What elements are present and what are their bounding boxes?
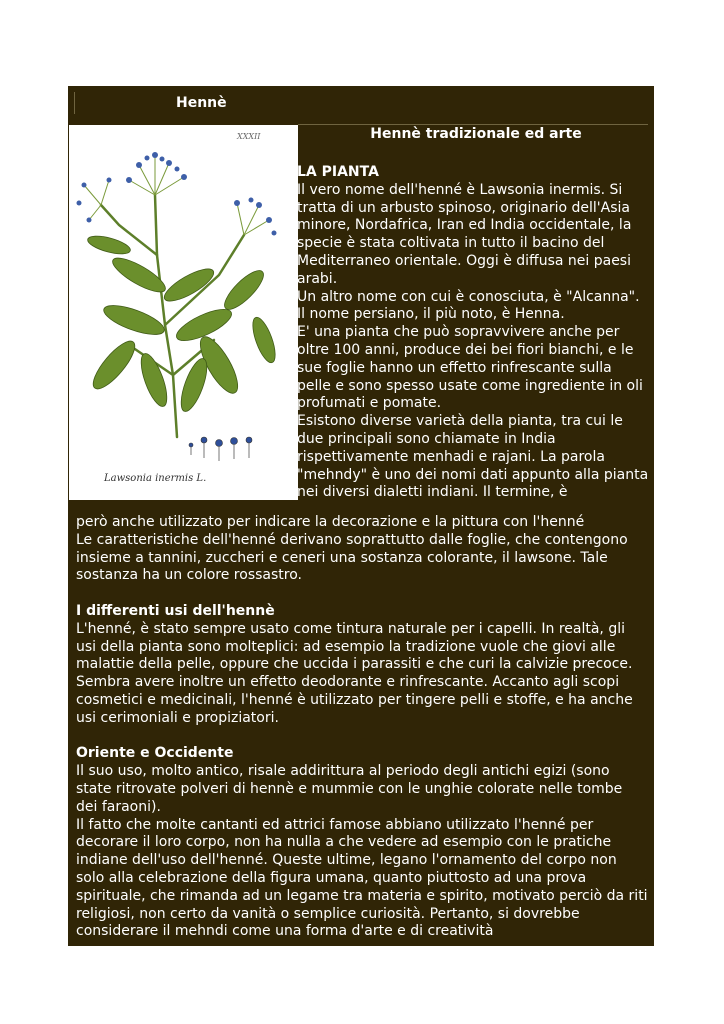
paragraph: Il fatto che molte cantanti ed attrici famose abbiano utilizzato l'henné per decorare il loro corpo, non ha nulla a che vedere ad esempio con le pratiche indiane dell'uso dell'henné. Queste ultime, legano l'ornamento del corpo non solo alla celebrazione della figura umana, quanto piuttosto ad una prova spirituale, che rimanda ad un legame tra materia e spirito, motivato perciò da riti religiosi, non certo da vanità o semplice curiosità. Pertanto, si dovrebbe considerare il mehndi come una forma d'arte e di creatività (76, 816, 648, 940)
paragraph: E' una pianta che può sopravvivere anche per oltre 100 anni, produce dei bei fiori bianchi, e le sue foglie hanno un effetto rinfrescante sulla pelle e sono spesso usate come ingrediente in oli profumati e pomate. (297, 324, 643, 412)
header-divider (74, 92, 75, 114)
paragraph: Il suo uso, molto antico, risale addirittura al periodo degli antichi egizi (sono state ritrovate polveri di hennè e mummie con le unghie colorate nelle tombe dei faraoni). (76, 763, 623, 815)
paragraph: Esistono diverse varietà della pianta, tra cui le due principali sono chiamate in India rispettivamente menhadi e rajani. La parola "mehndy" è uno dei nomi dati appunto alla pianta nei diversi dialetti indiani. Il termine, è (297, 413, 649, 501)
paragraph: Un altro nome con cui è conosciuta, è "Alcanna". Il nome persiano, il più noto, è Henna. (297, 288, 640, 323)
page-title: Hennè (176, 95, 227, 111)
plant-intro-text (297, 164, 649, 502)
image-caption: Lawsonia inermis L. (104, 473, 207, 484)
article-subtitle: Hennè tradizionale ed arte (370, 126, 582, 142)
paragraph: Il vero nome dell'henné è Lawsonia inermis. Si tratta di un arbusto spinoso, originario dell'Asia minore, Nordafrica, Iran ed India occidentale, la specie è stata coltivata in tutto il bacino del Mediterraneo orientale. Oggi è diffusa nei paesi arabi. (297, 181, 632, 287)
plant-drawing (69, 125, 298, 500)
header-row (68, 86, 654, 124)
content-panel (68, 86, 654, 946)
section-heading-plant: LA PIANTA (297, 164, 379, 180)
paragraph: però anche utilizzato per indicare la decorazione e la pittura con l'henné (76, 514, 585, 530)
lawsonia-illustration (69, 125, 298, 500)
article-body (76, 514, 648, 941)
section-heading-uses: I differenti usi dell'hennè (76, 602, 275, 619)
section-heading-east-west: Oriente e Occidente (76, 745, 234, 762)
plate-number: XXXII (237, 132, 261, 141)
header-underline (298, 124, 648, 125)
paragraph: L'henné, è stato sempre usato come tintura naturale per i capelli. In realtà, gli usi della pianta sono molteplici: ad esempio la tradizione vuole che giovi alle malattie della pelle, oppure che uccida i parassiti e che curi la calvizie precoce. Sembra avere inoltre un effetto deodorante e rinfrescante. Accanto agli scopi cosmetici e medicinali, l'henné è utilizzato per tingere pelli e stoffe, e ha anche usi cerimoniali e propiziatori. (76, 620, 633, 726)
paragraph: Le caratteristiche dell'henné derivano soprattutto dalle foglie, che contengono insieme a tannini, zuccheri e ceneri una sostanza colorante, il lawsone. Tale sostanza ha un colore rossastro. (76, 531, 628, 584)
